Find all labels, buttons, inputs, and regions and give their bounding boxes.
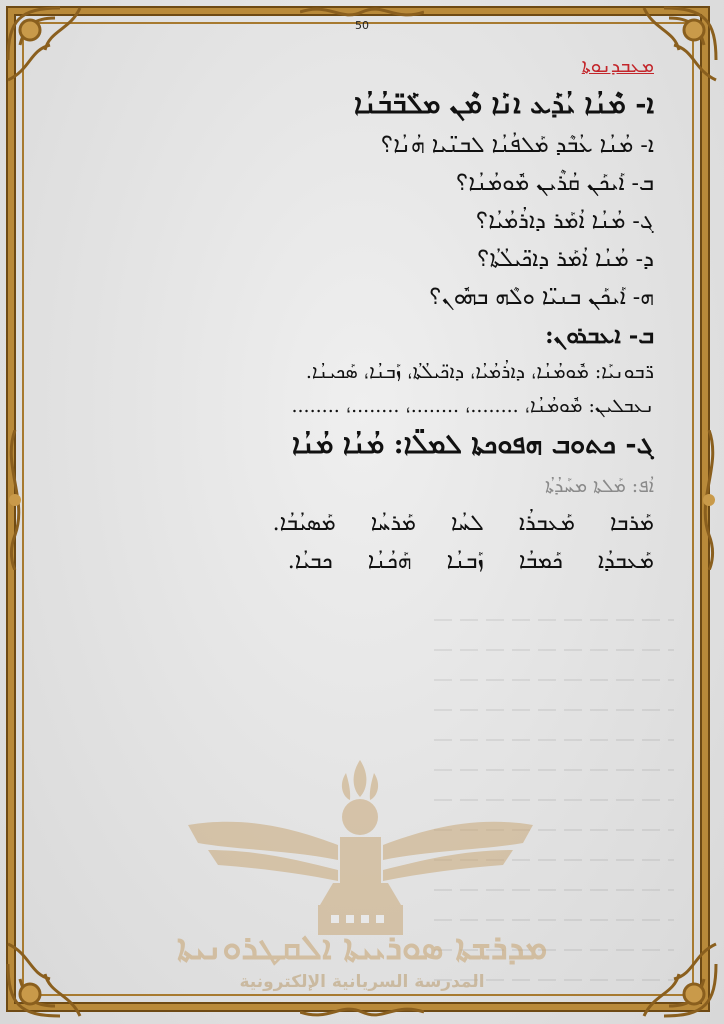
question-4: ܕ- ܡܳܢܳܐ ܐܳܡܰܪ ܕܐܟ̈ܝܠܳܬܳܐ؟ bbox=[477, 247, 654, 272]
antonym-word: ܠܚܳܐ bbox=[450, 511, 484, 536]
section-heading-b: ܒ- ܐܥܒܪܘܢ: bbox=[545, 322, 654, 349]
antonym-word: ܡܰܣܝܳܒܳܐ. bbox=[272, 511, 336, 536]
exercise-label: ܡܥܒܕܢܘܬܐ bbox=[581, 55, 654, 77]
question-2: ܒ- ܐܰܝܟܰܢ ܩܳܪܶܝܢ ܡܽܘܡܳܢܳܐ؟ bbox=[456, 171, 654, 196]
exercise-content bbox=[74, 55, 654, 581]
question-3: ܓ- ܡܳܢܳܐ ܐܳܡܰܪ ܕܐܪܳܡܳܝܳܐ؟ bbox=[476, 209, 654, 234]
fill-in-line: ܢܥܒܠܝܢ: ܡܽܘܡܳܢܳܐ، ........، ........، ........، ........ bbox=[291, 395, 654, 417]
page-number: 50 bbox=[355, 19, 369, 32]
school-name-syriac: ܡܕܪܫܬܐ ܣܘܪܝܝܬܐ ܐܠܩܛܪܘܢܝܬܐ bbox=[176, 928, 548, 968]
school-name-arabic: المدرسة السريانية الإلكترونية bbox=[239, 972, 485, 992]
antonym-word: ܡܰܪܚܳܐ bbox=[370, 511, 416, 536]
antonym-word: ܗܰܟܳܢܳܐ bbox=[367, 549, 412, 574]
antonym-word: ܡܰܥܒܕܳܐ bbox=[597, 549, 654, 574]
section-heading-c: ܓ- ܟܬܘܒ ܗܦܘܟܬܐ ܠܡܠ̈ܐ: ܡܳܢܳܐ ܡܳܢܳܐ bbox=[292, 429, 654, 460]
bottom-ornament bbox=[300, 1002, 424, 1022]
antonym-word: ܙܰܒܢܳܐ bbox=[446, 549, 484, 574]
antonym-row-1 bbox=[74, 505, 654, 543]
question-5: ܗ- ܐܰܝܟܰܢ ܒܢܝ̈ܐ ܘܠܶܗ ܒܗܽܘܢ؟ bbox=[429, 285, 654, 310]
side-ornament-right bbox=[696, 430, 722, 570]
question-1: ܐ- ܡܳܢܳܐ ܥܳܒܶܕ ܡܰܠܦܳܢܳܐ ܠܒܢ̈ܝܐ ܗܳܢܳܐ؟ bbox=[381, 133, 654, 158]
word-list-line: ܪ̈ܒܘܢܝܰܐ: ܡܽܘܡܳܢܳܐ، ܕܐܪܳܡܳܝܳܐ، ܕܐܟ̈ܝܠܳܬܳܐ، ܙܰܒܢܳܐ، ܣܰܟܝܢܳܐ. bbox=[305, 361, 654, 383]
antonym-word: ܟܒܝܳܐ. bbox=[287, 549, 333, 574]
antonym-word: ܡܰܥܒܪܳܐ bbox=[518, 511, 575, 536]
example-line: ܐܳܦ: ܡܰܠܬܐ ܡܚܰܕܳܬܳܐ bbox=[545, 475, 654, 497]
antonym-word: ܟܰܡܒܳܐ bbox=[518, 549, 563, 574]
side-ornament-left bbox=[2, 430, 28, 570]
antonym-row-2 bbox=[74, 543, 654, 581]
antonym-word: ܡܰܪܒܐ bbox=[609, 511, 654, 536]
section-heading-a: ܐ- ܡܶܢܳܐ ܝܳܕܰܥ ܐܢܰܐ ܡܶܢ ܡܠܰܒ̈ܒܳܢܳܐ bbox=[354, 89, 654, 120]
